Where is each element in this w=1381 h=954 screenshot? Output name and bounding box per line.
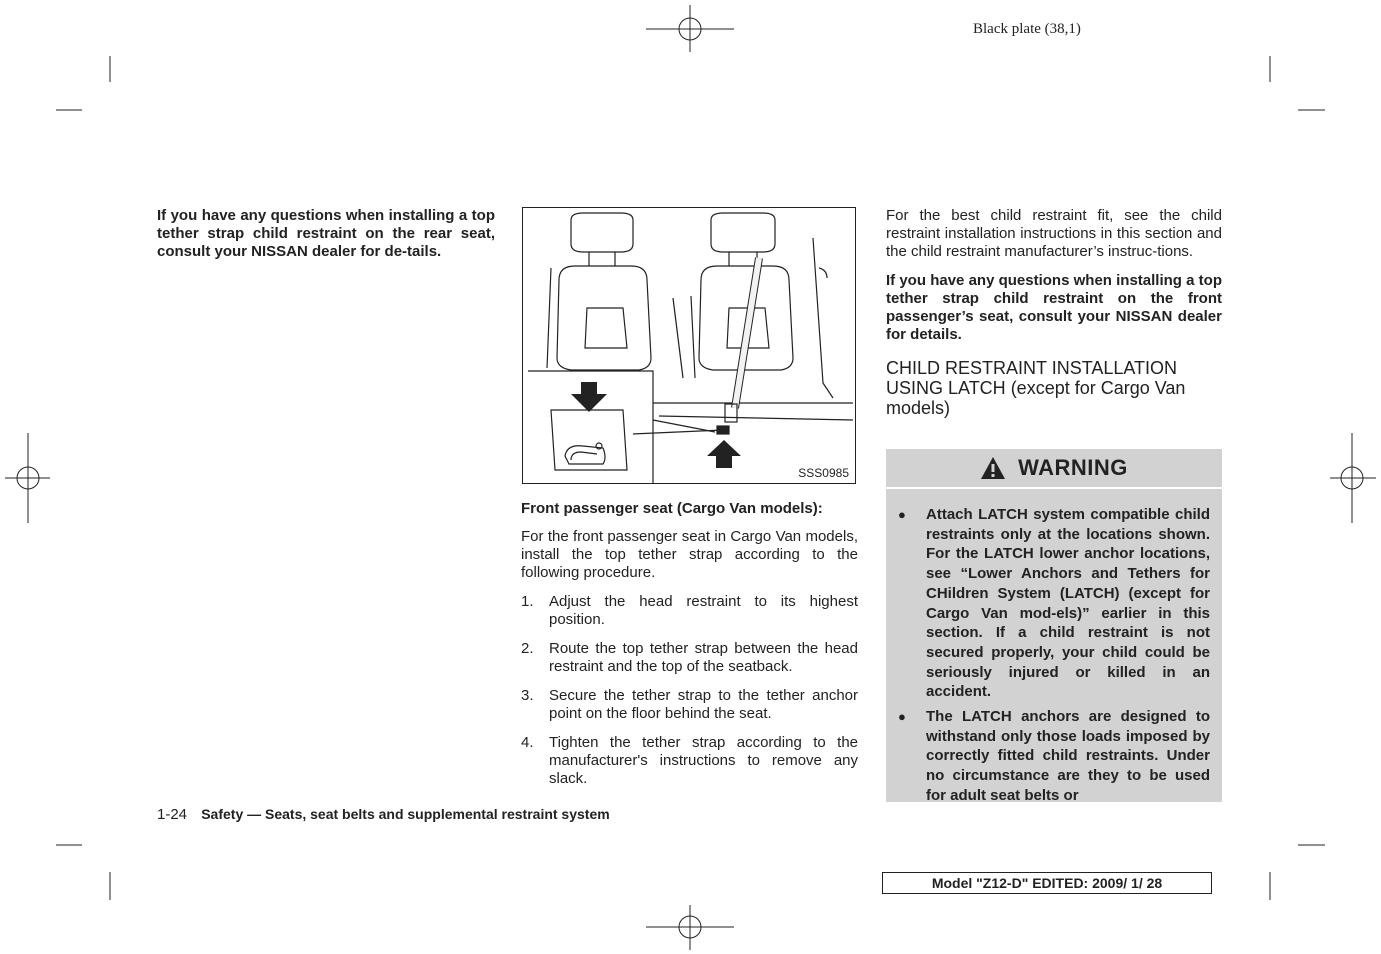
section-title: CHILD RESTRAINT INSTALLATION USING LATCH (except for Cargo Van models) <box>886 358 1186 418</box>
fit-paragraph: For the best child restraint fit, see the child restraint installation instructions in this section and the child restraint manufacturer’s instruc-tions. <box>886 207 1222 260</box>
seat-tether-illustration <box>522 207 856 484</box>
warning-list <box>886 489 1222 802</box>
page-number: 1-24 <box>157 806 188 823</box>
arrow-up-icon <box>707 440 741 468</box>
procedure-steps <box>521 593 858 788</box>
model-edit-box: Model "Z12-D" EDITED: 2009/ 1/ 28 <box>882 872 1212 894</box>
warning-header <box>886 449 1222 489</box>
warning-label: WARNING <box>1018 455 1128 480</box>
section-name: Safety — Seats, seat belts and supplemental restraint system <box>201 806 610 822</box>
list-item: 2. Route the top tether strap between the head restraint and the top of the seatback. <box>521 640 858 675</box>
list-item: ● The LATCH anchors are designed to withstand only those loads imposed by correctly fitted child restraints. Under no circumstance are they to be used for adult seat belts or <box>898 708 1210 802</box>
seat-diagram <box>523 208 857 485</box>
procedure-heading: Front passenger seat (Cargo Van models): <box>521 500 823 517</box>
warning-triangle-icon <box>980 456 1006 480</box>
list-item: 1. Adjust the head restraint to its highest position. <box>521 593 858 628</box>
procedure-intro: For the front passenger seat in Cargo Van models, install the top tether strap according to the following procedure. <box>521 528 858 581</box>
warning-box <box>886 449 1222 802</box>
arrow-down-icon <box>571 382 607 412</box>
page-footer <box>157 806 610 823</box>
figure-code: SSS0985 <box>798 466 849 480</box>
rear-seat-notice: If you have any questions when installing a top tether strap child restraint on the rear seat, consult your NISSAN dealer for de-tails. <box>157 207 495 260</box>
plate-label: Black plate (38,1) <box>973 21 1081 37</box>
front-seat-notice: If you have any questions when installing a top tether strap child restraint on the front passenger’s seat, consult your NISSAN dealer for details. <box>886 272 1222 343</box>
list-item: 3. Secure the tether strap to the tether anchor point on the floor behind the seat. <box>521 687 858 722</box>
list-item: 4. Tighten the tether strap according to the manufacturer's instructions to remove any slack. <box>521 734 858 787</box>
cargo-van-procedure <box>521 500 858 799</box>
list-item: ● Attach LATCH system compatible child restraints only at the locations shown. For the LATCH lower anchor locations, see “Lower Anchors and Tethers for CHildren System (LATCH) (except for Cargo Van mod-els)” earlier in this section. If a child restraint is not secured properly, your child could be seriously injured or killed in an accident. <box>898 506 1210 701</box>
latch-column <box>886 207 1222 431</box>
